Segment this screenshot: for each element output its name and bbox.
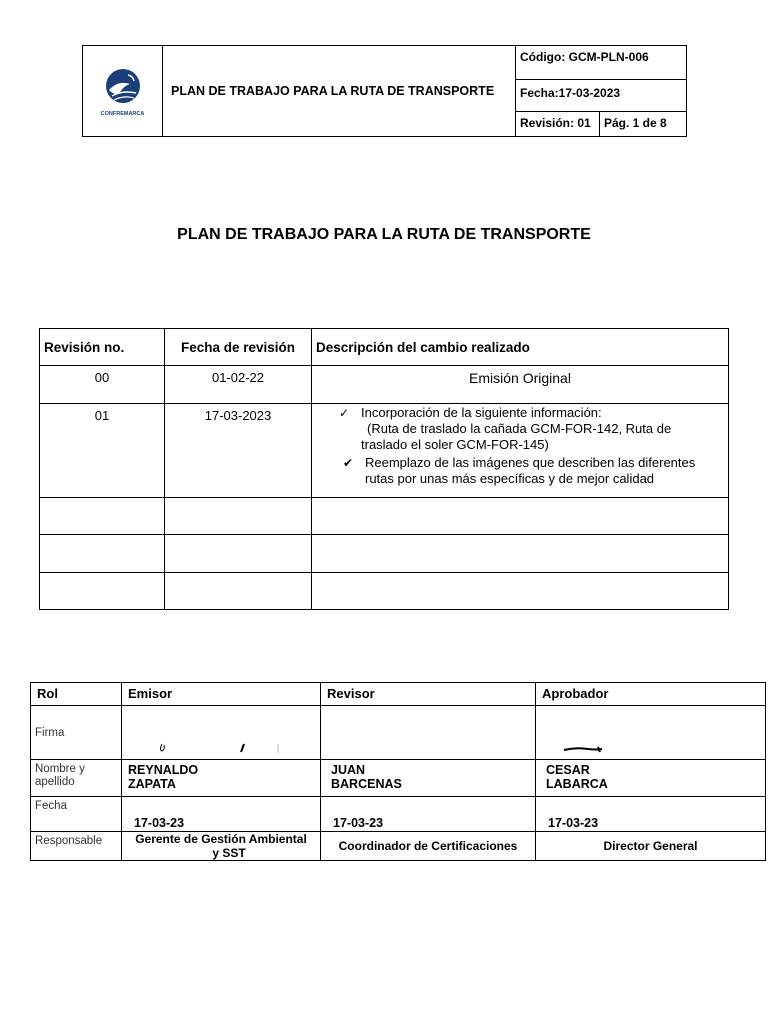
revisor-cargo: Coordinador de Certificaciones — [321, 832, 536, 861]
emisor-cargo: Gerente de Gestión Ambiental y SST — [122, 832, 321, 861]
table-row — [40, 498, 729, 535]
header-title: PLAN DE TRABAJO PARA LA RUTA DE TRANSPORTE — [163, 46, 516, 137]
checkmark-icon: ✓ — [339, 406, 350, 420]
responsable-label: Responsable — [31, 832, 122, 861]
page-title: PLAN DE TRABAJO PARA LA RUTA DE TRANSPORTE — [177, 226, 591, 243]
aprobador-signature — [536, 706, 766, 760]
logo-cell — [83, 46, 163, 137]
signature-image — [536, 740, 736, 756]
aprobador-fecha: 17-03-23 — [536, 797, 766, 832]
nombre-row — [31, 760, 766, 797]
revisor-signature — [321, 706, 536, 760]
header-revision: Revisión: 01 — [516, 112, 600, 137]
signature-image — [122, 740, 302, 756]
company-logo — [100, 66, 146, 110]
revisor-nombre: JUAN BARCENAS — [321, 760, 536, 797]
descripcion-col-header: Descripción del cambio realizado — [312, 329, 729, 366]
checkmark-icon: ✔ — [343, 456, 354, 470]
revision-fecha: 17-03-2023 — [165, 404, 312, 498]
revision-desc — [312, 404, 729, 498]
fecha-row — [31, 797, 766, 832]
revision-table — [39, 328, 729, 610]
header-fecha: Fecha:17-03-2023 — [516, 79, 687, 112]
rol-label: Rol — [31, 683, 122, 706]
header-pagina: Pág. 1 de 8 — [600, 112, 687, 137]
table-row — [40, 404, 729, 498]
revisor-fecha: 17-03-23 — [321, 797, 536, 832]
table-row — [40, 535, 729, 573]
revisor-label: Revisor — [321, 683, 536, 706]
table-row — [40, 573, 729, 610]
revision-header-row — [40, 329, 729, 366]
revision-col-header: Revisión no. — [40, 329, 165, 366]
aprobador-label: Aprobador — [536, 683, 766, 706]
table-row — [40, 366, 729, 404]
emisor-label: Emisor — [122, 683, 321, 706]
emisor-fecha: 17-03-23 — [122, 797, 321, 832]
emisor-signature — [122, 706, 321, 760]
emisor-nombre: REYNALDO ZAPATA — [122, 760, 321, 797]
firma-label: Firma — [31, 706, 122, 760]
change-list — [339, 405, 724, 487]
responsable-row — [31, 832, 766, 861]
fecha-label: Fecha — [31, 797, 122, 832]
list-item: ✓ Incorporación de la siguiente información: (Ruta de traslado la cañada GCM-FOR-142, Ruta de traslado el soler GCM-FOR-145) — [339, 405, 672, 452]
list-item: ✔ Reemplazo de las imágenes que describen las diferentes rutas por unas más específicas y de mejor calidad — [343, 455, 696, 486]
aprobador-cargo: Director General — [536, 832, 766, 861]
revision-no: 01 — [40, 404, 165, 498]
nombre-label: Nombre y apellido — [31, 760, 122, 797]
firma-row — [31, 706, 766, 760]
document-header — [82, 45, 687, 137]
aprobador-nombre: CESAR LABARCA — [536, 760, 766, 797]
revision-desc: Emisión Original — [312, 366, 729, 404]
signature-header-row — [31, 683, 766, 706]
revision-no: 00 — [40, 366, 165, 404]
fecha-col-header: Fecha de revisión — [165, 329, 312, 366]
header-codigo: Código: GCM-PLN-006 — [516, 46, 687, 80]
logo-text: CONFREMARCA — [100, 110, 145, 117]
signature-table — [30, 682, 766, 861]
revision-fecha: 01-02-22 — [165, 366, 312, 404]
